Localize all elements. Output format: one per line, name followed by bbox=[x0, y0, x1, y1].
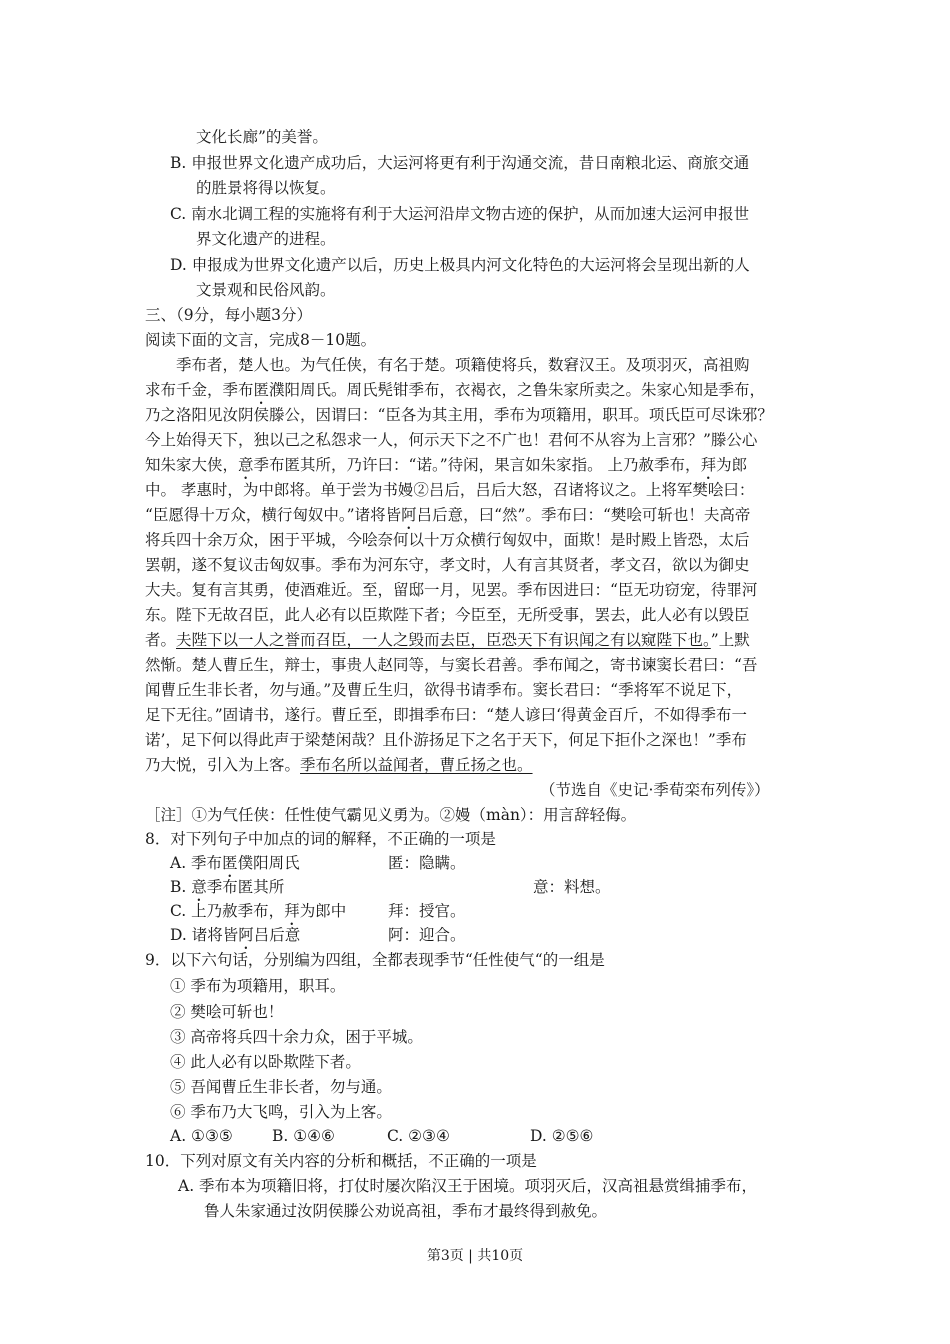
q8-option-a-explanation: 匿：隐瞒。 bbox=[388, 854, 466, 872]
passage-line: 诺’，足下何以得此声于梁楚闲哉？且仆游扬足下之名于天下，何足下拒仆之深也！”季布 bbox=[145, 731, 747, 749]
dotted-word: 阿 bbox=[238, 926, 254, 944]
option-c-line-1: C. 南水北调工程的实施将有利于大运河沿岸文物古迹的保护，从而加速大运河申报世 bbox=[170, 205, 750, 223]
section-3-heading: 三、（9分，每小题3分） bbox=[145, 306, 312, 324]
passage-line: 者。夫陛下以一人之誉而召臣，一人之毁而去臣，臣恐天下有识闻之有以窥陛下也。”上默 bbox=[145, 631, 750, 649]
dotted-word: 阿 bbox=[401, 506, 417, 524]
q9-item: ② 樊哙可斩也！ bbox=[170, 1003, 284, 1021]
passage-line: 将兵四十余万众，困于平城，今哙奈何以十万众横行匈奴中，面欺！是时殿上皆恐，太后 bbox=[145, 531, 750, 549]
q8-option-c-explanation: 拜：授官。 bbox=[388, 902, 466, 920]
passage-line: 大夫。复有言其勇，使酒难近。至，留邸一月，见罢。季布因进曰：“臣无功窃宠，待罪河 bbox=[145, 581, 758, 599]
passage-line: 足下无往。”固请书，遂行。曹丘至，即揖季布曰：“楚人谚曰‘得黄金百斤，不如得季布一 bbox=[145, 706, 748, 724]
dotted-word: 拜 bbox=[284, 902, 300, 920]
passage-line: 乃之洛阳见汝阴侯滕公，因谓曰：“臣各为其主用，季布为项籍用，职耳。项氏臣可尽诛邪？ bbox=[145, 406, 773, 424]
q9-item: ⑤ 吾闻曹丘生非长者，勿与通。 bbox=[170, 1078, 392, 1096]
option-c-line-2: 界文化遗产的进程。 bbox=[196, 230, 336, 248]
passage-line: 今上始得天下，独以己之私怨求一人，何示天下之不广也！君何不从容为上言邪？”滕公心 bbox=[145, 431, 758, 449]
dotted-word: 拜 bbox=[700, 456, 717, 474]
dotted-word: 匿 bbox=[253, 381, 270, 399]
option-b-line-2: 的胜景将得以恢复。 bbox=[196, 179, 336, 197]
passage-source: （节选自《史记·季荀栾布列传》） bbox=[540, 781, 770, 799]
section-3-instruction: 阅读下面的文言，完成8－10题。 bbox=[145, 331, 377, 349]
option-d-line-2: 文景观和民俗风韵。 bbox=[196, 281, 336, 299]
q9-item: ⑥ 季布乃大飞鸣，引入为上客。 bbox=[170, 1103, 392, 1121]
q9-choice-d: D. ②⑤⑥ bbox=[530, 1127, 594, 1145]
q8-option-a: A. 季布匿僕阳周氏 bbox=[170, 854, 300, 872]
q9-item: ③ 高帝将兵四十余力众，困于平城。 bbox=[170, 1028, 423, 1046]
dotted-word: 匿 bbox=[222, 854, 238, 872]
q9-item: ④ 此人必有以卧欺陛下者。 bbox=[170, 1053, 361, 1071]
question-10-stem: 10．下列对原文有关内容的分析和概括，不正确的一项是 bbox=[145, 1152, 537, 1170]
passage-line: 知朱家大侠，意季布匿其所，乃许曰：“诺。”待闲，果言如朱家指。 上乃赦季布，拜为郎 bbox=[145, 456, 748, 474]
q8-option-d-explanation: 阿：迎合。 bbox=[388, 926, 466, 944]
passage-line: 然惭。楚人曹丘生，辩士，事贵人赵同等，与窦长君善。季布闻之，寄书谏窦长君曰：“吾 bbox=[145, 656, 758, 674]
question-8-stem: 8．对下列句子中加点的词的解释，不正确的一项是 bbox=[145, 830, 496, 848]
passage-line: 季布者，楚人也。为气任侠，有名于楚。项籍使将兵，数窘汉王。及项羽灭，高祖购 bbox=[176, 356, 750, 374]
passage-line: 中。 孝惠时，为中郎将。单于尝为书嫚②吕后，吕后大怒，召诸将议之。上将军樊哙曰： bbox=[145, 481, 755, 499]
passage-line: “臣愿得十万众，横行匈奴中。”诸将皆阿吕后意，曰“然”。季布曰：“樊哙可斩也！夫高帝 bbox=[145, 506, 751, 524]
underlined-sentence: 夫陛下以一人之誉而召臣，一人之毁而去臣，臣恐天下有识闻之有以窥陛下也。 bbox=[176, 631, 711, 649]
q8-option-d: D. 诸将皆阿吕后意 bbox=[170, 926, 301, 944]
q8-option-b-explanation: 意：料想。 bbox=[533, 878, 611, 896]
passage-line: 闻曹丘生非长者，勿与通。”及曹丘生归，欲得书请季布。窦长君曰：“季将军不说足下， bbox=[145, 681, 743, 699]
passage-line: 罢朝，遂不复议击匈奴事。季布为河东守，孝文时，人有言其贤者，孝文召，欲以为御史 bbox=[145, 556, 750, 574]
q10-option-a-line-2: 鲁人朱家通过汝阴侯滕公劝说高祖，季布才最终得到赦免。 bbox=[204, 1202, 608, 1220]
dotted-word: 意 bbox=[191, 878, 207, 896]
option-b-line-1: B. 申报世界文化遗产成功后，大运河将更有利于沟通交流，昔日南粮北运、商旅交通 bbox=[170, 154, 750, 172]
q9-choice-b: B. ①④⑥ bbox=[272, 1127, 335, 1145]
underlined-sentence: 季布名所以益闻者，曹丘扬之也。 bbox=[300, 756, 533, 774]
passage-line: 东。陛下无故召臣，此人必有以臣欺陛下者；今臣至，无所受事，罢去，此人必有以毁臣 bbox=[145, 606, 750, 624]
dotted-word: 意 bbox=[238, 456, 254, 474]
passage-line: 乃大悦，引入为上客。季布名所以益闻者，曹丘扬之也。 bbox=[145, 756, 533, 774]
q9-item: ① 季布为项籍用，职耳。 bbox=[170, 977, 346, 995]
q8-option-c: C. 上乃赦季布，拜为郎中 bbox=[170, 902, 347, 920]
page-footer: 第3页 | 共10页 bbox=[426, 1248, 524, 1264]
passage-line: 求布千金，季布匿濮阳周氏。周氏髡钳季布，衣褐衣，之鲁朱家所卖之。朱家心知是季布， bbox=[145, 381, 766, 399]
q9-choice-c: C. ②③④ bbox=[387, 1127, 450, 1145]
option-d-line-1: D. 申报成为世界文化遗产以后，历史上极具内河文化特色的大运河将会呈现出新的人 bbox=[170, 256, 750, 274]
q9-choice-a: A. ①③⑤ bbox=[170, 1127, 233, 1145]
question-9-stem: 9．以下六句话，分别编为四组，全都表现季节“任性使气“的一组是 bbox=[145, 951, 605, 969]
q10-option-a-line-1: A. 季布本为项籍旧将，打仗时屡次陷汉王于困境。项羽灭后，汉高祖悬赏缉捕季布， bbox=[178, 1177, 758, 1195]
option-a-tail: 文化长廊”的美誉。 bbox=[196, 128, 328, 146]
passage-note: ［注］①为气任侠：任性使气霸见义勇为。②嫚（màn）：用言辞轻侮。 bbox=[145, 806, 637, 824]
q8-option-b: B. 意季布匿其所 bbox=[170, 878, 285, 896]
